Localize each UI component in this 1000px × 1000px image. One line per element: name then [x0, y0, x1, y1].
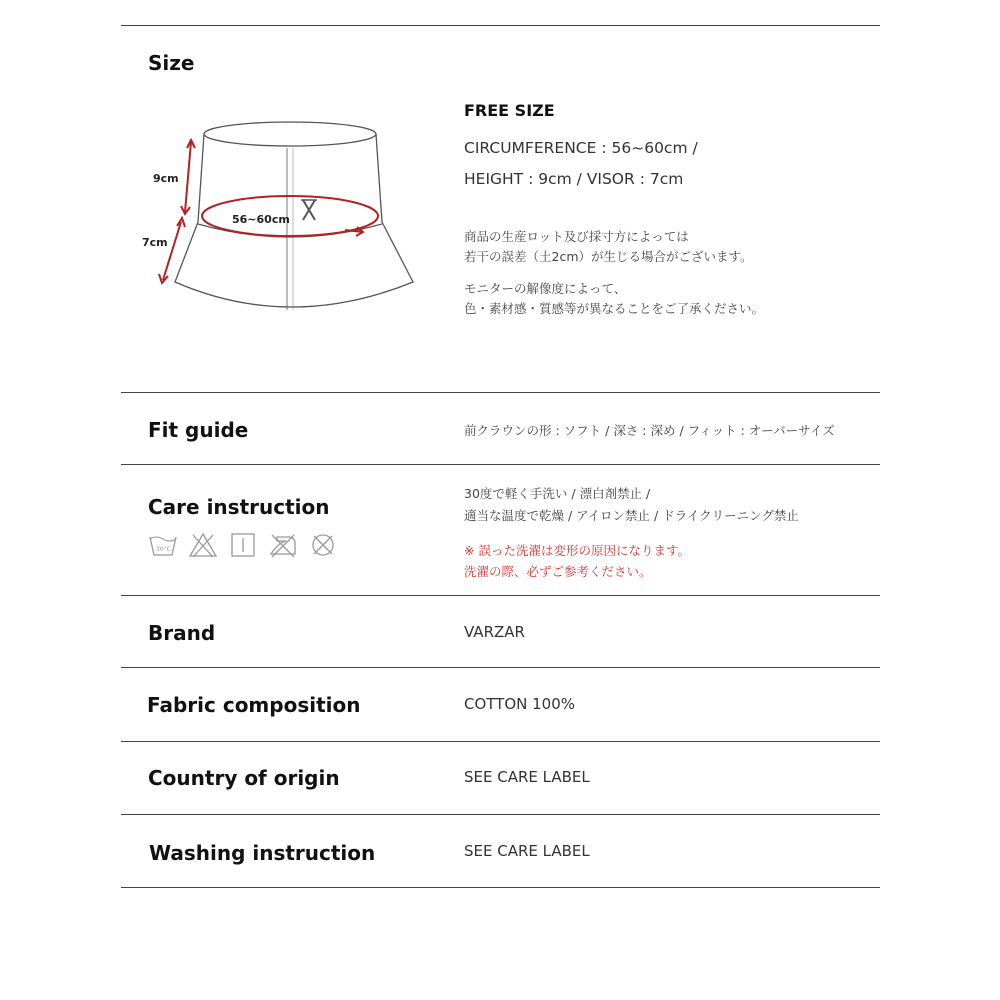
- country-of-origin-label: Country of origin: [148, 766, 340, 790]
- fit-guide-label: Fit guide: [148, 418, 249, 442]
- divider-brand: [121, 667, 880, 668]
- care-icons: [148, 531, 338, 559]
- fit-guide-value: 前クラウンの形 : ソフト / 深さ : 深め / フィット : オーバーサイズ: [464, 423, 835, 438]
- size-note-line: 若干の誤差（土2cm）が生じる場合がございます。: [464, 249, 753, 264]
- divider-fit: [121, 464, 880, 465]
- size-note-line: 色・素材感・質感等が異なることをご了承ください。: [464, 301, 765, 316]
- care-instruction-line: 30度で軽く手洗い / 漂白剤禁止 /: [464, 486, 651, 501]
- size-circumference: CIRCUMFERENCE : 56~60cm /: [464, 139, 698, 157]
- visor-measure-label: 7cm: [142, 236, 168, 249]
- size-label: Size: [148, 51, 195, 75]
- care-warning-line: 洗濯の際、必ずご参考ください。: [464, 564, 652, 579]
- care-instruction-label: Care instruction: [148, 495, 330, 519]
- divider-care: [121, 595, 880, 596]
- size-heading: FREE SIZE: [464, 101, 555, 120]
- bucket-hat-diagram: [135, 112, 435, 332]
- size-height-visor: HEIGHT : 9cm / VISOR : 7cm: [464, 170, 684, 188]
- wash-temp-text: 30°C: [156, 546, 171, 553]
- no-dry-clean-icon: [308, 531, 338, 559]
- wash-30-icon: [148, 531, 178, 559]
- size-note-line: モニターの解像度によって、: [464, 281, 627, 296]
- circumference-measure-label: 56~60cm: [232, 213, 290, 226]
- divider-fabric: [121, 741, 880, 742]
- divider-size: [121, 392, 880, 393]
- divider-top: [121, 25, 880, 26]
- washing-instruction-label: Washing instruction: [149, 841, 376, 865]
- line-dry-icon: [228, 531, 258, 559]
- height-measure-label: 9cm: [153, 172, 179, 185]
- divider-bottom: [121, 887, 880, 888]
- fabric-composition-label: Fabric composition: [147, 693, 361, 717]
- divider-origin: [121, 814, 880, 815]
- brand-value: VARZAR: [464, 623, 525, 641]
- no-bleach-icon: [188, 531, 218, 559]
- fabric-composition-value: COTTON 100%: [464, 695, 576, 713]
- care-warning-line: ※ 誤った洗濯は変形の原因になります。: [464, 543, 690, 558]
- size-note-line: 商品の生産ロット及び採寸方によっては: [464, 229, 689, 244]
- country-of-origin-value: SEE CARE LABEL: [464, 768, 590, 786]
- brand-label: Brand: [148, 621, 216, 645]
- care-instruction-line: 適当な温度で乾燥 / アイロン禁止 / ドライクリーニング禁止: [464, 508, 799, 523]
- washing-instruction-value: SEE CARE LABEL: [464, 842, 590, 860]
- no-iron-icon: [268, 531, 298, 559]
